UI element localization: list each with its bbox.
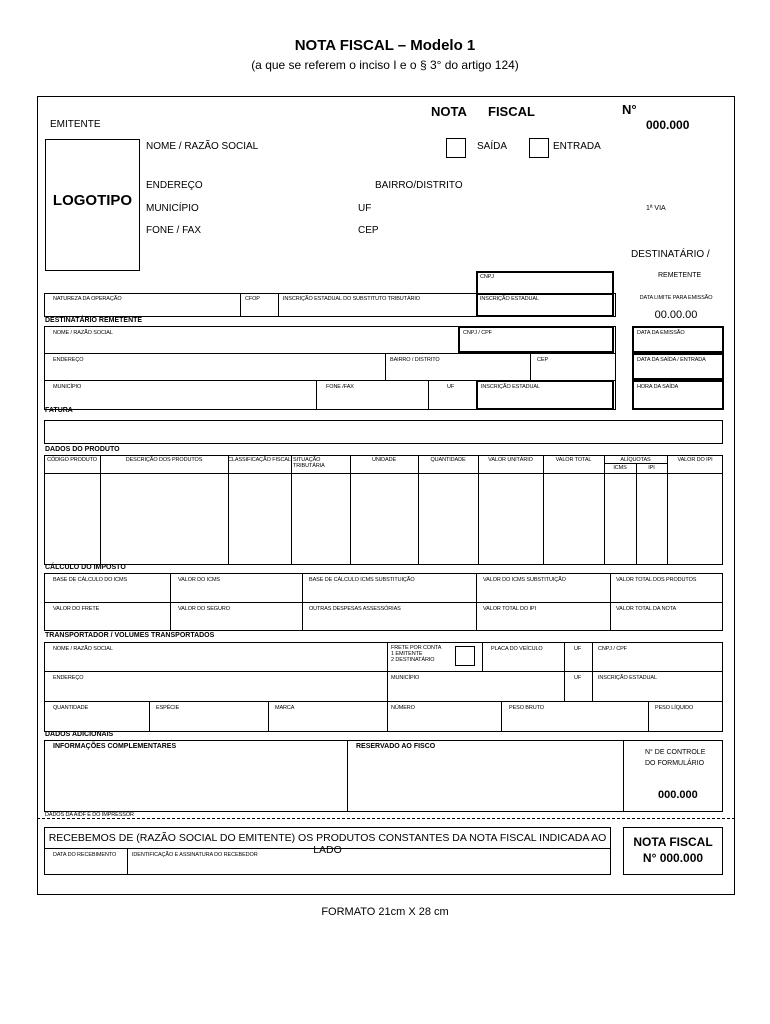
transp-uf-label: UF (574, 675, 582, 681)
frete-emitente-label: 1 EMITENTE (391, 651, 423, 657)
saida-checkbox[interactable] (446, 138, 466, 158)
marca-label: MARCA (275, 705, 295, 711)
numero-value: 000.000 (646, 118, 690, 132)
quantidade-header: QUANTIDADE (430, 457, 466, 463)
info-complementares-label: INFORMAÇÕES COMPLEMENTARES (53, 743, 177, 750)
canhoto-nota-label: NOTA FISCAL (633, 835, 713, 849)
dest-endereco-label: ENDEREÇO (53, 357, 84, 363)
icms-header: ICMS (613, 465, 627, 471)
dest-cnpj-label: CNPJ / CPF (463, 330, 492, 336)
numero-vol-label: NÚMERO (391, 705, 415, 711)
peso-bruto-label: PESO BRUTO (509, 705, 544, 711)
valor-ipi-header: VALOR DO IPI (677, 457, 713, 463)
controle-label: N° DE CONTROLE DO FORMULÁRIO (645, 749, 706, 767)
page-title: NOTA FISCAL – Modelo 1 (294, 37, 476, 54)
reservado-fisco-label: RESERVADO AO FISCO (356, 743, 436, 750)
canhoto-numero: N° 000.000 (642, 851, 704, 865)
data-limite-label: DATA LIMITE PARA EMISSÃO (639, 295, 713, 301)
adicionais-section: DADOS ADICIONAIS (45, 731, 114, 738)
remetente-label: REMETENTE (658, 272, 702, 279)
seguro-label: VALOR DO SEGURO (178, 606, 230, 612)
fatura-section: FATURA (45, 407, 73, 414)
frete-conta-label: FRETE POR CONTA (391, 645, 442, 651)
unidade-header: UNIDADE (371, 457, 397, 463)
transp-ie-label: INSCRIÇÃO ESTADUAL (598, 675, 657, 681)
valor-subst-label: VALOR DO ICMS SUBSTITUIÇÃO (483, 577, 566, 583)
dest-nome-label: NOME / RAZÃO SOCIAL (53, 330, 113, 336)
hora-saida-label: HORA DA SAÍDA (637, 384, 679, 390)
ipi-header: IPI (648, 465, 655, 471)
saida-label: SAÍDA (477, 141, 508, 152)
data-limite-value: 00.00.00 (654, 309, 698, 321)
dest-municipio-label: MUNICÍPIO (53, 384, 82, 390)
entrada-checkbox[interactable] (529, 138, 549, 158)
page-subtitle: (a que se referem o inciso I e o § 3° do artigo 124) (251, 58, 519, 72)
data-emissao-label: DATA DA EMISSÃO (637, 330, 685, 336)
endereco-label: ENDEREÇO (146, 180, 203, 191)
valor-produtos-label: VALOR TOTAL DOS PRODUTOS (616, 577, 697, 583)
data-recebimento-label: DATA DO RECEBIMENTO (53, 852, 117, 858)
quantidade-label: QUANTIDADE (53, 705, 89, 711)
dest-ie-label: INSCRIÇÃO ESTADUAL (481, 384, 540, 390)
data-saida-label: DATA DA SAÍDA / ENTRADA (637, 357, 706, 363)
calculo-section: CÁLCULO DO IMPOSTO (45, 564, 126, 571)
numero-label: N° (622, 102, 637, 117)
fone-label: FONE / FAX (146, 225, 202, 236)
base-subst-label: BASE DE CÁLCULO ICMS SUBSTITUIÇÃO (309, 577, 415, 583)
adicionais-table (44, 740, 723, 812)
recebemos-text: RECEBEMOS DE (RAZÃO SOCIAL DO EMITENTE) OS PRODUTOS CONSTANTES DA NOTA FISCAL INDICADA AO LADO (48, 832, 607, 856)
placa-label: PLACA DO VEÍCULO (491, 646, 543, 652)
ie-emitente-label: INSCRIÇÃO ESTADUAL (480, 296, 539, 302)
dest-cep-label: CEP (537, 357, 549, 363)
dest-fone-label: FONE /FAX (326, 384, 354, 390)
descricao-header: DESCRIÇÃO DOS PRODUTOS (125, 457, 203, 463)
cnpj-emitente-label: CNPJ (480, 274, 494, 280)
peso-liquido-label: PESO LÍQUIDO (655, 705, 694, 711)
valor-ipi-label: VALOR TOTAL DO IPI (483, 606, 536, 612)
valor-icms-label: VALOR DO ICMS (178, 577, 220, 583)
destinatario-label: DESTINATÁRIO / (631, 249, 710, 260)
entrada-label: ENTRADA (553, 141, 601, 152)
placa-uf-label: UF (574, 646, 582, 652)
uf-label: UF (358, 203, 372, 214)
cut-line (37, 818, 735, 819)
especie-label: ESPÉCIE (156, 705, 180, 711)
dest-bairro-label: BAIRRO / DISTRITO (390, 357, 440, 363)
transp-endereco-label: ENDEREÇO (53, 675, 84, 681)
cfop-label: CFOP (245, 296, 260, 302)
produto-table (44, 455, 723, 565)
logotipo-label: LOGOTIPO (52, 192, 133, 209)
aidf-label: DADOS DA AIDF E DO IMPRESSOR (45, 812, 134, 818)
aliquotas-header: ALÍQUOTAS (620, 457, 651, 463)
base-icms-label: BASE DE CÁLCULO DO ICMS (53, 577, 128, 583)
cnpj-emitente-box[interactable] (476, 271, 614, 295)
municipio-label: MUNICÍPIO (146, 203, 199, 214)
valor-nota-label: VALOR TOTAL DA NOTA (616, 606, 677, 612)
controle-value: 000.000 (658, 789, 698, 801)
via-label: 1ª VIA (646, 205, 666, 212)
transportador-table (44, 642, 723, 732)
transp-municipio-label: MUNICÍPIO (391, 675, 420, 681)
transp-cnpj-label: CNPJ / CPF (598, 646, 627, 652)
cep-label: CEP (358, 225, 379, 236)
transportador-section: TRANSPORTADOR / VOLUMES TRANSPORTADOS (45, 632, 215, 639)
ie-subst-label: INSCRIÇÃO ESTADUAL DO SUBSTITUTO TRIBUTÁRIO (283, 296, 420, 302)
valor-unit-header: VALOR UNITÁRIO (488, 457, 533, 463)
outras-label: OUTRAS DESPESAS ASSESSÓRIAS (309, 606, 401, 612)
nome-razao-label: NOME / RAZÃO SOCIAL (146, 141, 259, 152)
fiscal-label: FISCAL (488, 104, 535, 119)
emitente-label: EMITENTE (50, 119, 101, 130)
codigo-header: CÓDIGO PRODUTO (47, 457, 97, 463)
destinatario-section: DESTINATÁRIO REMETENTE (45, 317, 143, 324)
classificacao-header: CLASSIFICAÇÃO FISCAL (228, 457, 291, 463)
transp-nome-label: NOME / RAZÃO SOCIAL (53, 646, 113, 652)
nota-label: NOTA (431, 104, 467, 119)
natureza-label: NATUREZA DA OPERAÇÃO (53, 296, 122, 302)
bairro-label: BAIRRO/DISTRITO (375, 180, 463, 191)
frete-destinatario-label: 2 DESTINATÁRIO (391, 657, 435, 663)
produto-section: DADOS DO PRODUTO (45, 446, 120, 453)
frete-checkbox[interactable] (455, 646, 475, 666)
frete-label: VALOR DO FRETE (53, 606, 100, 612)
fatura-box[interactable] (44, 420, 723, 444)
situacao-header: SITUAÇÃO TRIBUTÁRIA (293, 457, 325, 469)
formato-label: FORMATO 21cm X 28 cm (321, 906, 449, 918)
dest-uf-label: UF (447, 384, 455, 390)
valor-total-header: VALOR TOTAL (555, 457, 592, 463)
identificacao-label: IDENTIFICAÇÃO E ASSINATURA DO RECEBEDOR (132, 852, 258, 858)
